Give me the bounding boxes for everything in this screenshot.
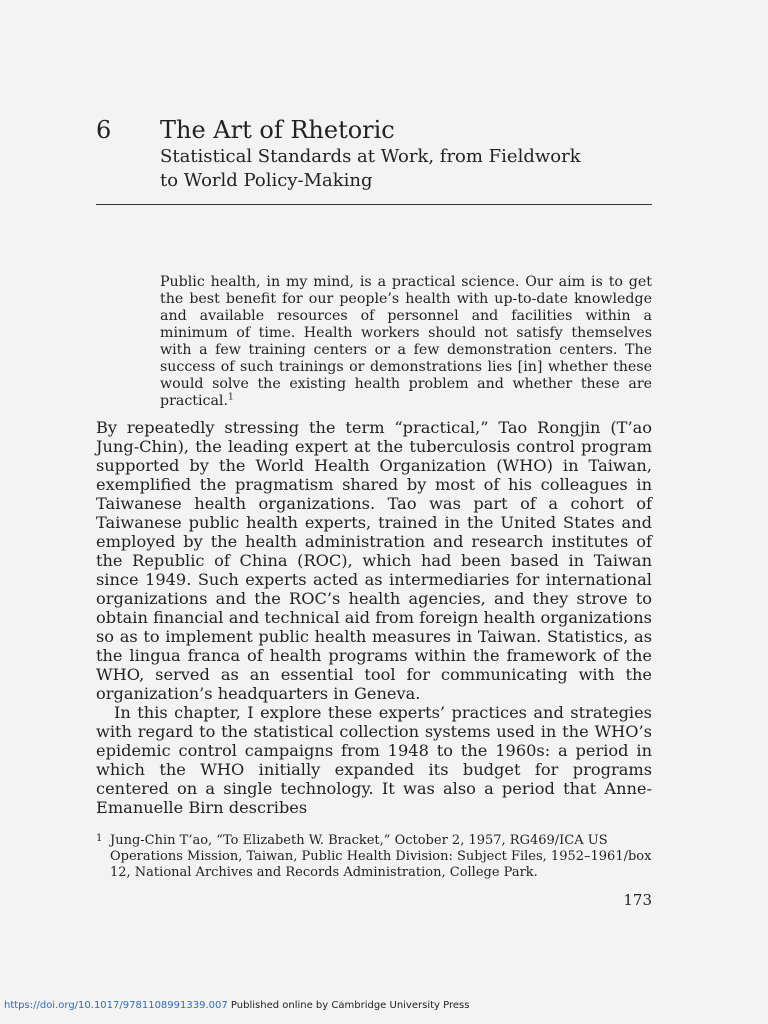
footnote-text: Jung-Chin T’ao, “To Elizabeth W. Bracket,” October 2, 1957, RG469/ICA US Operations Mission, Taiwan, Public Health Division: Subject Files, 1952–1961/box 12, National Archives and Records Administration, College Park.: [110, 833, 652, 880]
subtitle-line-1: Statistical Standards at Work, from Fieldwork: [160, 146, 581, 167]
epigraph-text: Public health, in my mind, is a practical science. Our aim is to get the best benefit for our people’s health with up-to-date knowledge and available resources of personnel and facilities within a minimum of time. Health workers should not satisfy themselves with a few training centers or a few demonstration centers. The success of such trainings or demonstrations lies [in] whether these would solve the existing health problem and whether these are practical.: [160, 274, 652, 409]
epigraph: [160, 274, 652, 410]
chapter-number: 6: [96, 116, 112, 144]
publication-footer: [0, 1000, 768, 1011]
published-online-text: Published online by Cambridge University Press: [227, 1000, 470, 1011]
body-text: [96, 418, 652, 817]
chapter-title: The Art of Rhetoric: [160, 116, 395, 144]
subtitle-line-2: to World Policy-Making: [160, 170, 373, 191]
footnote: [96, 833, 652, 881]
doi-link[interactable]: https://doi.org/10.1017/9781108991339.007: [4, 1000, 228, 1011]
title-divider: [96, 204, 652, 205]
page-number: 173: [623, 891, 652, 909]
paragraph-1: By repeatedly stressing the term “practical,” Tao Rongjin (T’ao Jung-Chin), the leading expert at the tuberculosis control program supported by the World Health Organization (WHO) in Taiwan, exemplified the pragmatism shared by most of his colleagues in Taiwanese health organizations. Tao was part of a cohort of Taiwanese public health experts, trained in the United States and employed by the health administration and research institutes of the Republic of China (ROC), which had been based in Taiwan since 1949. Such experts acted as intermediaries for international organizations and the ROC’s health agencies, and they strove to obtain financial and technical aid from foreign health organizations so as to implement public health measures in Taiwan. Statistics, as the lingua franca of health programs within the framework of the WHO, served as an essential tool for communicating with the organization’s headquarters in Geneva.: [96, 418, 652, 703]
paragraph-2: In this chapter, I explore these experts’ practices and strategies with regard to the statistical collection systems used in the WHO’s epidemic control campaigns from 1948 to the 1960s: a period in which the WHO initially expanded its budget for programs centered on a single technology. It was also a period that Anne-Emanuelle Birn describes: [96, 703, 652, 817]
epigraph-footnote-ref[interactable]: 1: [227, 392, 234, 403]
footnote-mark: 1: [96, 833, 103, 844]
chapter-subtitle: [160, 145, 600, 193]
